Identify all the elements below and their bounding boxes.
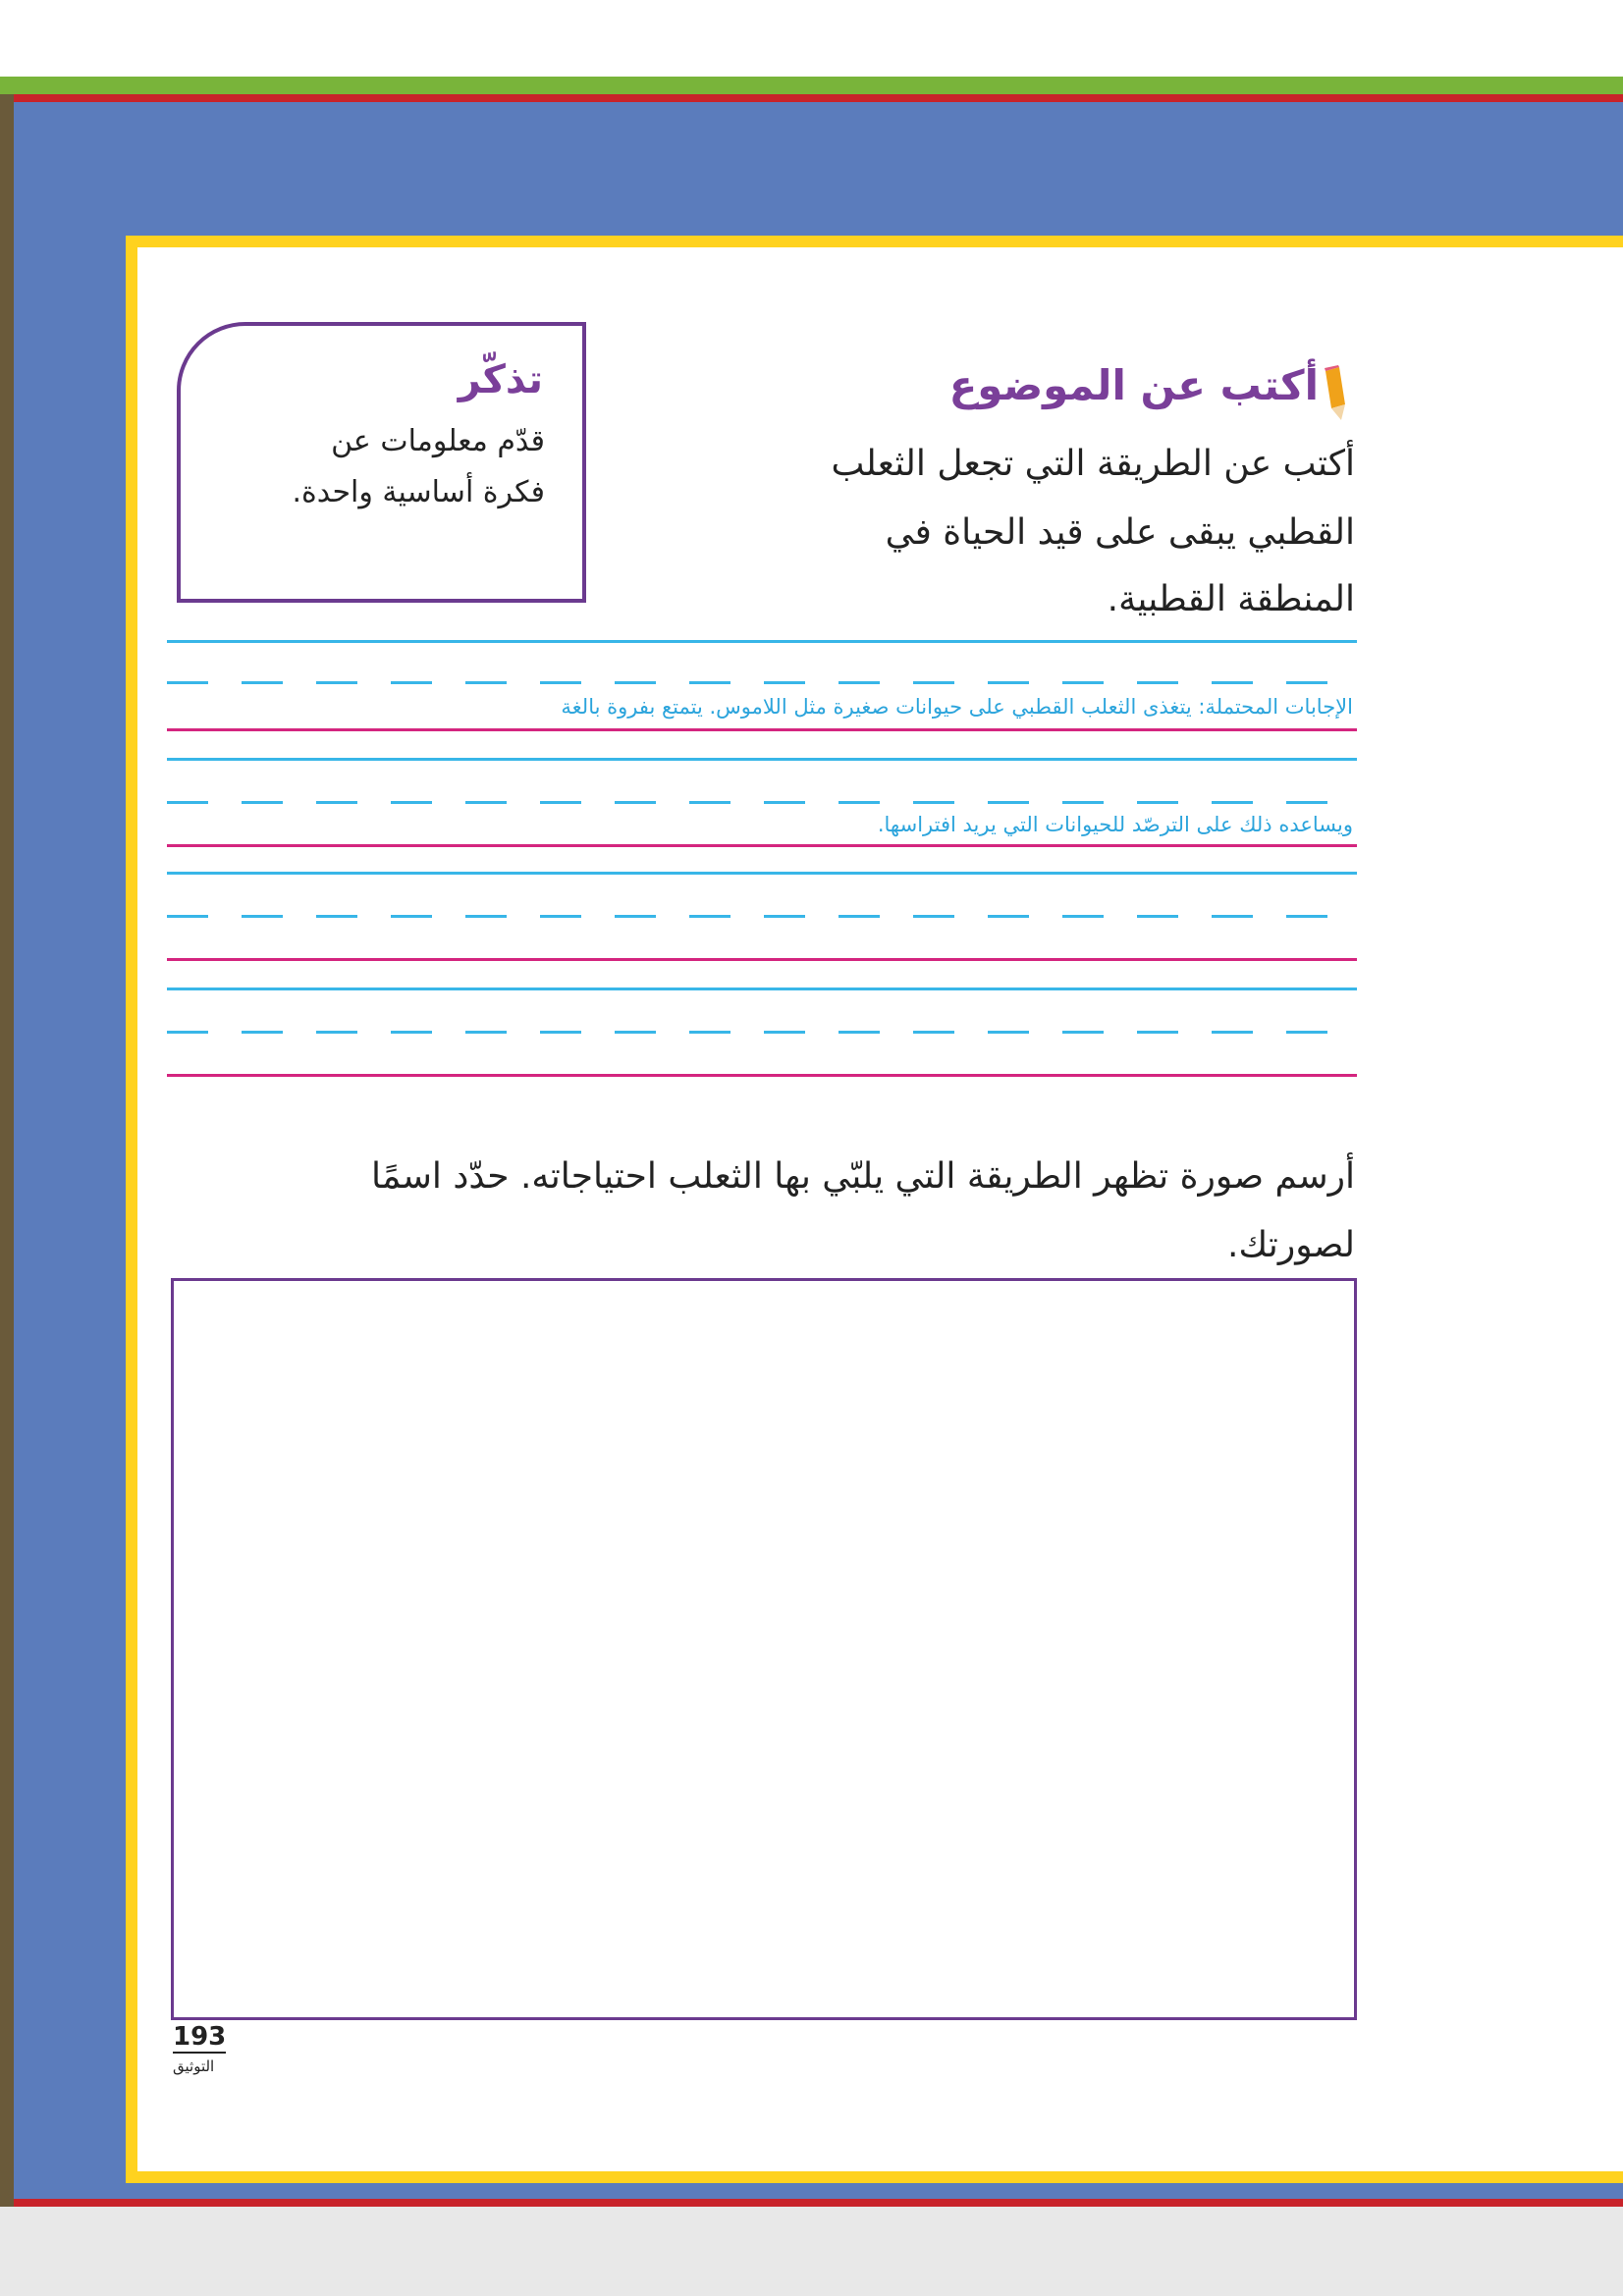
remember-text-line: فكرة أساسية واحدة. [292, 475, 545, 509]
pencil-icon [1320, 365, 1347, 424]
page-number: 193 [173, 2022, 227, 2052]
remember-text-line: قدّم معلومات عن [331, 424, 545, 458]
left-edge-stripe [0, 94, 14, 2207]
answer-text-line: الإجابات المحتملة: يتغذى الثعلب القطبي على حيوانات صغيرة مثل اللاموس. يتمتع بفروة بالغة [561, 695, 1353, 719]
outer-green-frame [0, 77, 1623, 96]
answer-text-line: ويساعده ذلك على الترصّد للحيوانات التي يريد افتراسها. [877, 813, 1353, 836]
side-margin-note [1453, 1374, 1475, 1865]
page-label: التوثيق [173, 2057, 215, 2075]
writing-prompt-line: القطبي يبقى على قيد الحياة في [885, 512, 1355, 553]
writing-line-dashed [167, 681, 1357, 684]
writing-line-dashed [167, 1031, 1357, 1034]
writing-line-dashed [167, 801, 1357, 804]
writing-line-base [167, 728, 1357, 731]
drawing-prompt-line: لصورتك. [1227, 1225, 1355, 1265]
drawing-box[interactable] [171, 1278, 1357, 2020]
writing-line-top [167, 758, 1357, 761]
writing-line-base [167, 1074, 1357, 1077]
writing-line-top [167, 988, 1357, 990]
writing-line-top [167, 640, 1357, 643]
drawing-prompt-line: أرسم صورة تظهر الطريقة التي يلبّي بها الثعلب احتياجاته. حدّد اسمًا [370, 1156, 1355, 1197]
bottom-margin [0, 2207, 1623, 2296]
writing-prompt-line: المنطقة القطبية. [1107, 579, 1355, 619]
remember-box [177, 322, 586, 603]
writing-prompt-line: أكتب عن الطريقة التي تجعل الثعلب [831, 444, 1355, 484]
remember-title: تذكّر [458, 357, 543, 402]
writing-line-top [167, 872, 1357, 875]
writing-line-dashed [167, 915, 1357, 918]
section-title: أكتب عن الموضوع [948, 361, 1319, 409]
writing-line-base [167, 958, 1357, 961]
writing-line-base [167, 844, 1357, 847]
